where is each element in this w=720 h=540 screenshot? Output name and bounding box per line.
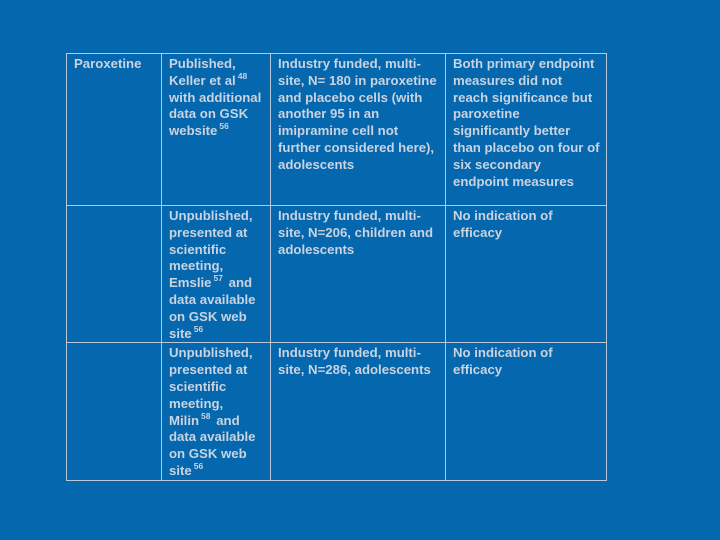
design-cell	[271, 206, 446, 343]
outcome-text: No indication of efficacy	[453, 345, 553, 378]
design-text: Industry funded, multi-site, N= 180 in paroxetine and placebo cells (with another 95 in an imipramine cell not further considered here), adolescents	[278, 56, 437, 172]
trials-table	[66, 53, 607, 481]
drug-cell	[67, 343, 162, 480]
status-cell	[162, 54, 271, 206]
reference-marker: 57	[213, 273, 223, 284]
status-text-continued: and data available on GSK web site	[169, 412, 256, 478]
design-text: Industry funded, multi-site, N=206, children and adolescents	[278, 208, 434, 257]
reference-marker: 56	[193, 460, 204, 471]
table-row	[67, 206, 607, 343]
table-row	[67, 54, 607, 206]
drug-name: Paroxetine	[74, 56, 142, 71]
reference-marker: 56	[193, 323, 204, 334]
design-text: Industry funded, multi-site, N=286, adolescents	[278, 345, 431, 378]
status-text-continued: with additional data on GSK website	[169, 89, 262, 139]
table-row	[67, 343, 607, 480]
reference-marker: 56	[219, 121, 229, 132]
status-text: Unpublished, presented at scientific meeting, Milin	[169, 345, 253, 428]
drug-cell	[67, 206, 162, 343]
status-text-continued: and data available on GSK web site	[169, 275, 256, 341]
status-cell	[162, 206, 271, 343]
outcome-text: Both primary endpoint measures did not reach significance but paroxetine significantly better than placebo on four of six secondary endpoint measures	[453, 56, 600, 189]
reference-marker: 48	[237, 70, 248, 81]
reference-marker: 58	[201, 410, 211, 421]
outcome-cell	[446, 343, 607, 480]
outcome-cell	[446, 54, 607, 206]
status-text: Unpublished, presented at scientific meeting, Emslie	[169, 208, 253, 291]
outcome-cell	[446, 206, 607, 343]
design-cell	[271, 54, 446, 206]
status-text: Published, Keller et al	[169, 56, 236, 88]
drug-cell	[67, 54, 162, 206]
status-cell	[162, 343, 271, 480]
design-cell	[271, 343, 446, 480]
outcome-text: No indication of efficacy	[453, 208, 553, 240]
